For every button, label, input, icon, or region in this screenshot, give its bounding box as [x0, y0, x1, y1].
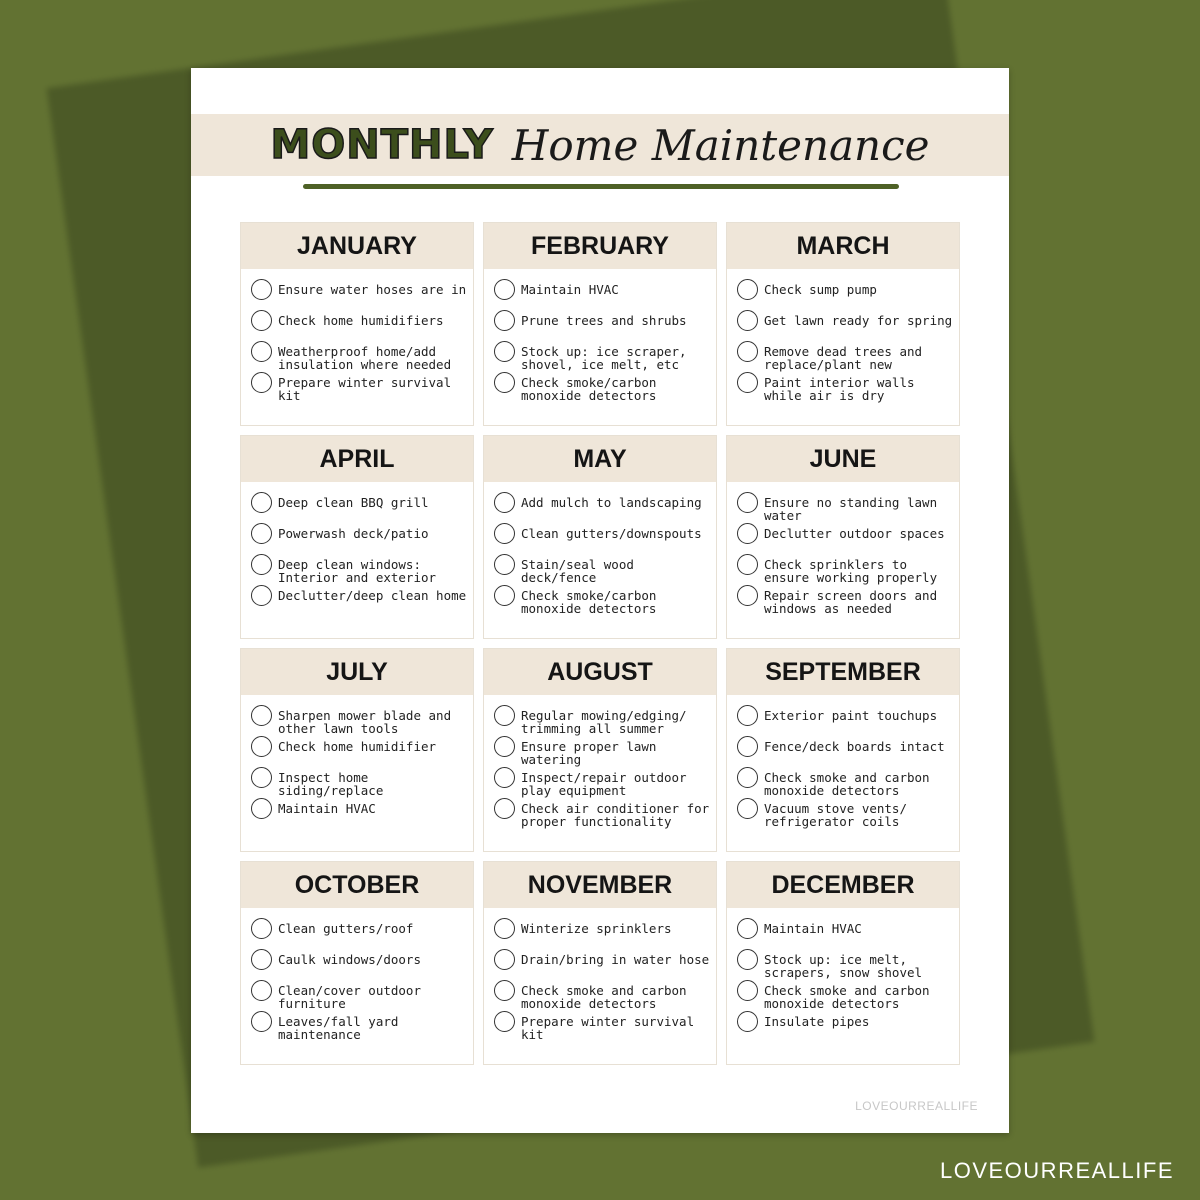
- task-item: [494, 554, 716, 585]
- task-item: [494, 372, 716, 403]
- title-main: MONTHLY: [270, 122, 494, 168]
- task-label: Winterize sprinklers: [521, 921, 672, 936]
- task-label: Ensure proper lawn watering: [521, 739, 657, 767]
- task-item: [494, 767, 716, 798]
- task-list: [241, 269, 473, 403]
- task-checkbox[interactable]: [737, 585, 758, 606]
- task-list: [484, 269, 716, 403]
- task-item: [737, 279, 959, 310]
- month-card-march: [726, 222, 960, 426]
- task-label: Clean/cover outdoor furniture: [278, 983, 421, 1011]
- task-label: Paint interior walls while air is dry: [764, 375, 915, 403]
- task-item: [494, 492, 716, 523]
- task-checkbox[interactable]: [494, 492, 515, 513]
- task-item: [737, 980, 959, 1011]
- month-card-august: [483, 648, 717, 852]
- task-item: [251, 980, 473, 1011]
- task-label: Check air conditioner for proper functionality: [521, 801, 710, 829]
- task-item: [737, 767, 959, 798]
- task-item: [494, 918, 716, 949]
- task-label: Stain/seal wood deck/fence: [521, 557, 634, 585]
- task-label: Maintain HVAC: [278, 801, 376, 816]
- month-card-september: [726, 648, 960, 852]
- title-underline: [303, 184, 899, 189]
- task-label: Check smoke and carbon monoxide detectors: [764, 770, 930, 798]
- task-item: [737, 736, 959, 767]
- task-label: Caulk windows/doors: [278, 952, 421, 967]
- month-heading: AUGUST: [484, 649, 716, 695]
- task-checkbox[interactable]: [737, 705, 758, 726]
- month-card-april: [240, 435, 474, 639]
- task-checkbox[interactable]: [251, 949, 272, 970]
- task-list: [484, 695, 716, 829]
- task-label: Prepare winter survival kit: [278, 375, 452, 403]
- page-title: [191, 114, 1009, 176]
- task-checkbox[interactable]: [251, 705, 272, 726]
- task-label: Check sprinklers to ensure working properly: [764, 557, 938, 585]
- task-checkbox[interactable]: [251, 279, 272, 300]
- month-card-january: [240, 222, 474, 426]
- task-checkbox[interactable]: [737, 949, 758, 970]
- watermark: LOVEOURREALLIFE: [855, 1099, 978, 1113]
- month-heading: JULY: [241, 649, 473, 695]
- task-label: Check home humidifiers: [278, 313, 444, 328]
- task-checkbox[interactable]: [737, 523, 758, 544]
- task-item: [251, 554, 473, 585]
- task-checkbox[interactable]: [737, 372, 758, 393]
- task-label: Leaves/fall yard maintenance: [278, 1014, 399, 1042]
- task-checkbox[interactable]: [251, 980, 272, 1001]
- task-label: Repair screen doors and windows as needed: [764, 588, 938, 616]
- month-card-december: [726, 861, 960, 1065]
- task-item: [737, 492, 959, 523]
- task-item: [737, 705, 959, 736]
- task-label: Clean gutters/downspouts: [521, 526, 702, 541]
- task-label: Exterior paint touchups: [764, 708, 938, 723]
- task-label: Inspect home siding/replace: [278, 770, 384, 798]
- task-checkbox[interactable]: [251, 918, 272, 939]
- month-card-july: [240, 648, 474, 852]
- task-label: Weatherproof home/add insulation where needed: [278, 344, 452, 372]
- task-checkbox[interactable]: [494, 585, 515, 606]
- task-list: [727, 908, 959, 1042]
- task-list: [241, 482, 473, 616]
- month-card-february: [483, 222, 717, 426]
- month-grid: [240, 222, 960, 1065]
- task-label: Maintain HVAC: [521, 282, 619, 297]
- task-label: Check home humidifier: [278, 739, 437, 754]
- task-label: Insulate pipes: [764, 1014, 870, 1029]
- task-checkbox[interactable]: [737, 341, 758, 362]
- month-heading: DECEMBER: [727, 862, 959, 908]
- task-item: [251, 523, 473, 554]
- brand-label: LOVEOURREALLIFE: [939, 1158, 1174, 1183]
- task-checkbox[interactable]: [737, 310, 758, 331]
- task-checkbox[interactable]: [251, 492, 272, 513]
- task-list: [727, 269, 959, 403]
- task-checkbox[interactable]: [494, 554, 515, 575]
- task-checkbox[interactable]: [494, 341, 515, 362]
- task-checkbox[interactable]: [737, 798, 758, 819]
- task-item: [251, 341, 473, 372]
- printable-sheet: [191, 68, 1009, 1133]
- month-heading: MAY: [484, 436, 716, 482]
- task-item: [494, 310, 716, 341]
- task-label: Prepare winter survival kit: [521, 1014, 695, 1042]
- task-list: [241, 908, 473, 1042]
- task-item: [494, 705, 716, 736]
- task-item: [494, 949, 716, 980]
- task-label: Declutter/deep clean home: [278, 588, 467, 603]
- task-item: [737, 523, 959, 554]
- task-item: [494, 980, 716, 1011]
- task-label: Drain/bring in water hose: [521, 952, 710, 967]
- task-item: [494, 736, 716, 767]
- task-checkbox[interactable]: [737, 980, 758, 1001]
- task-checkbox[interactable]: [494, 736, 515, 757]
- task-label: Deep clean windows: Interior and exterior: [278, 557, 437, 585]
- month-heading: FEBRUARY: [484, 223, 716, 269]
- task-checkbox[interactable]: [494, 705, 515, 726]
- task-checkbox[interactable]: [494, 523, 515, 544]
- task-label: Prune trees and shrubs: [521, 313, 687, 328]
- task-item: [737, 554, 959, 585]
- task-label: Check smoke and carbon monoxide detectors: [764, 983, 930, 1011]
- task-list: [484, 908, 716, 1042]
- month-card-june: [726, 435, 960, 639]
- task-checkbox[interactable]: [494, 372, 515, 393]
- task-checkbox[interactable]: [251, 767, 272, 788]
- month-heading: MARCH: [727, 223, 959, 269]
- task-item: [251, 918, 473, 949]
- task-checkbox[interactable]: [251, 523, 272, 544]
- task-item: [737, 341, 959, 372]
- task-item: [494, 523, 716, 554]
- task-label: Remove dead trees and replace/plant new: [764, 344, 923, 372]
- task-item: [251, 798, 473, 829]
- task-list: [727, 695, 959, 829]
- task-label: Ensure no standing lawn water: [764, 495, 938, 523]
- task-item: [251, 310, 473, 341]
- month-card-october: [240, 861, 474, 1065]
- task-checkbox[interactable]: [494, 949, 515, 970]
- task-list: [484, 482, 716, 616]
- task-label: Powerwash deck/patio: [278, 526, 429, 541]
- task-item: [251, 736, 473, 767]
- task-label: Check sump pump: [764, 282, 877, 297]
- task-label: Add mulch to landscaping: [521, 495, 702, 510]
- task-item: [737, 798, 959, 829]
- task-label: Ensure water hoses are in: [278, 282, 467, 297]
- task-label: Declutter outdoor spaces: [764, 526, 945, 541]
- task-list: [727, 482, 959, 616]
- task-item: [737, 918, 959, 949]
- month-heading: JUNE: [727, 436, 959, 482]
- month-card-may: [483, 435, 717, 639]
- task-label: Fence/deck boards intact: [764, 739, 945, 754]
- task-item: [251, 767, 473, 798]
- task-checkbox[interactable]: [251, 372, 272, 393]
- task-item: [494, 585, 716, 616]
- month-heading: APRIL: [241, 436, 473, 482]
- task-label: Maintain HVAC: [764, 921, 862, 936]
- task-checkbox[interactable]: [494, 798, 515, 819]
- task-checkbox[interactable]: [737, 736, 758, 757]
- task-checkbox[interactable]: [251, 1011, 272, 1032]
- task-label: Check smoke/carbon monoxide detectors: [521, 375, 657, 403]
- task-checkbox[interactable]: [251, 341, 272, 362]
- task-checkbox[interactable]: [737, 767, 758, 788]
- task-checkbox[interactable]: [494, 1011, 515, 1032]
- task-label: Deep clean BBQ grill: [278, 495, 429, 510]
- task-checkbox[interactable]: [737, 492, 758, 513]
- task-label: Vacuum stove vents/ refrigerator coils: [764, 801, 907, 829]
- task-checkbox[interactable]: [494, 279, 515, 300]
- task-checkbox[interactable]: [251, 798, 272, 819]
- task-label: Sharpen mower blade and other lawn tools: [278, 708, 452, 736]
- task-label: Regular mowing/edging/ trimming all summer: [521, 708, 687, 736]
- task-item: [251, 949, 473, 980]
- month-heading: NOVEMBER: [484, 862, 716, 908]
- task-item: [737, 949, 959, 980]
- task-item: [494, 798, 716, 829]
- task-item: [494, 279, 716, 310]
- task-item: [251, 372, 473, 403]
- task-checkbox[interactable]: [251, 554, 272, 575]
- task-item: [737, 372, 959, 403]
- task-item: [737, 310, 959, 341]
- task-checkbox[interactable]: [737, 918, 758, 939]
- task-item: [737, 1011, 959, 1042]
- task-list: [241, 695, 473, 829]
- task-checkbox[interactable]: [494, 980, 515, 1001]
- task-checkbox[interactable]: [251, 736, 272, 757]
- task-item: [251, 279, 473, 310]
- task-item: [494, 341, 716, 372]
- month-heading: SEPTEMBER: [727, 649, 959, 695]
- task-item: [251, 1011, 473, 1042]
- task-label: Stock up: ice melt, scrapers, snow shovel: [764, 952, 923, 980]
- task-label: Check smoke and carbon monoxide detectors: [521, 983, 687, 1011]
- task-label: Clean gutters/roof: [278, 921, 414, 936]
- task-checkbox[interactable]: [494, 767, 515, 788]
- task-label: Stock up: ice scraper, shovel, ice melt, etc: [521, 344, 687, 372]
- task-checkbox[interactable]: [251, 310, 272, 331]
- task-checkbox[interactable]: [494, 918, 515, 939]
- task-checkbox[interactable]: [251, 585, 272, 606]
- month-heading: JANUARY: [241, 223, 473, 269]
- task-checkbox[interactable]: [737, 279, 758, 300]
- task-item: [251, 585, 473, 616]
- task-item: [494, 1011, 716, 1042]
- task-checkbox[interactable]: [737, 1011, 758, 1032]
- title-script: Home Maintenance: [511, 120, 930, 170]
- task-label: Inspect/repair outdoor play equipment: [521, 770, 687, 798]
- task-label: Check smoke/carbon monoxide detectors: [521, 588, 657, 616]
- task-label: Get lawn ready for spring: [764, 313, 953, 328]
- month-heading: OCTOBER: [241, 862, 473, 908]
- task-item: [251, 492, 473, 523]
- task-item: [737, 585, 959, 616]
- task-item: [251, 705, 473, 736]
- month-card-november: [483, 861, 717, 1065]
- task-checkbox[interactable]: [737, 554, 758, 575]
- task-checkbox[interactable]: [494, 310, 515, 331]
